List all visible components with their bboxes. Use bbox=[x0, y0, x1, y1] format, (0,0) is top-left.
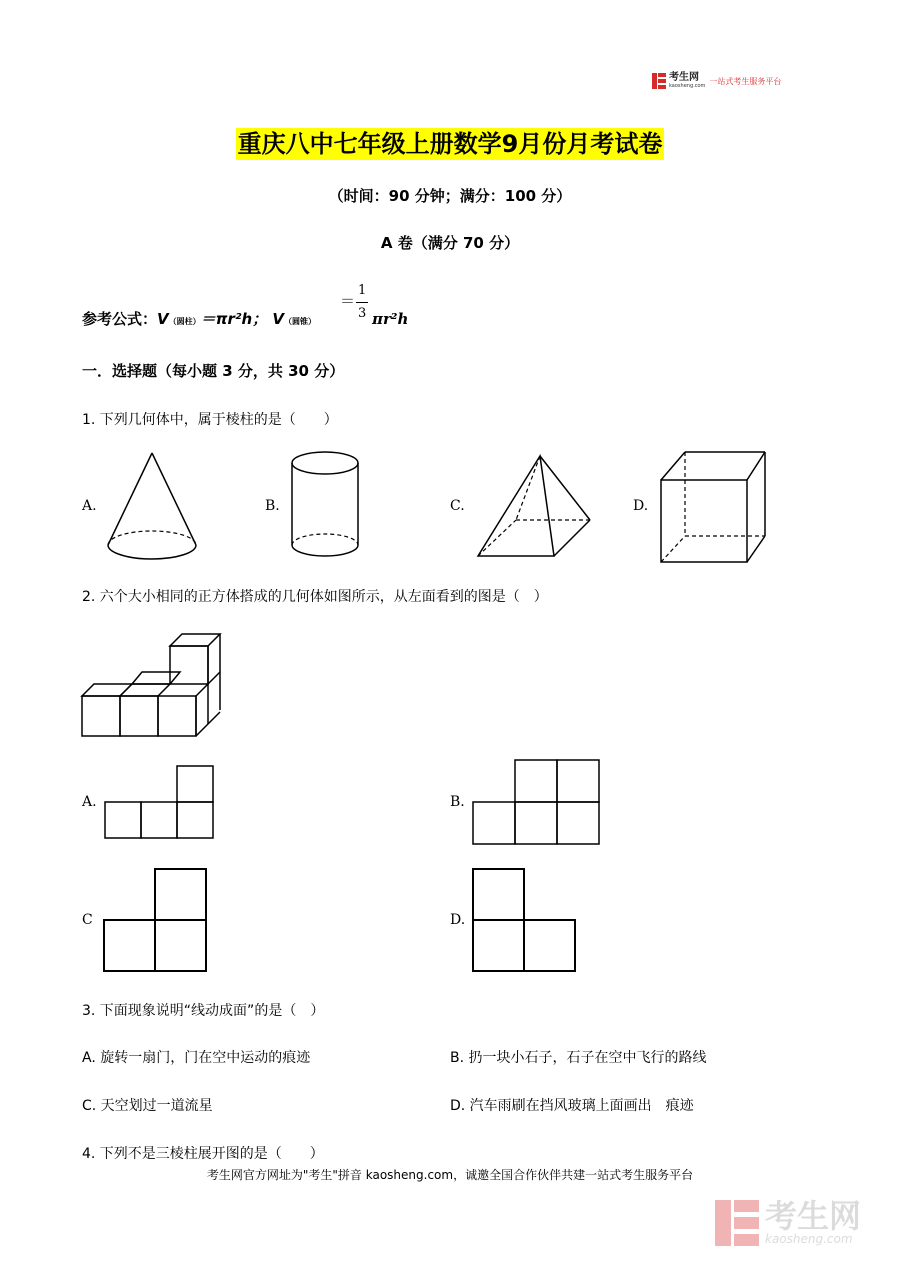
q2-option-d-figure bbox=[472, 868, 578, 974]
formula-v1: V bbox=[157, 310, 169, 328]
cone-figure bbox=[100, 445, 210, 565]
formula-frac-bar bbox=[356, 302, 368, 303]
reference-formula bbox=[82, 308, 316, 329]
formula-frac-num: 1 bbox=[358, 283, 367, 298]
cube-figure bbox=[655, 448, 775, 568]
exam-subtitle: （时间：90 分钟；满分：100 分） bbox=[328, 187, 572, 205]
q1-option-b: B. bbox=[265, 498, 280, 514]
watermark-logo-icon bbox=[715, 1200, 759, 1246]
q3-text: 3. 下面现象说明“线动成面”的是（ ） bbox=[82, 1003, 325, 1019]
watermark bbox=[715, 1197, 862, 1246]
stacked-cubes-figure bbox=[80, 630, 225, 740]
formula-v1-sub: （圆柱） bbox=[168, 317, 201, 326]
formula-frac-den: 3 bbox=[358, 306, 367, 321]
q3-option-d: D. 汽车雨刷在挡风玻璃上面画出 痕迹 bbox=[450, 1098, 694, 1114]
pyramid-figure bbox=[470, 448, 600, 563]
q3-option-a: A. 旋转一扇门，门在空中运动的痕迹 bbox=[82, 1050, 311, 1066]
section-a-heading: A 卷（满分 70 分） bbox=[380, 234, 520, 252]
cylinder-figure bbox=[285, 445, 365, 570]
formula-label: 参考公式： bbox=[82, 310, 158, 328]
exam-title: 重庆八中七年级上册数学9月份月考试卷 bbox=[237, 130, 663, 158]
brand-logo bbox=[652, 73, 781, 89]
brand-logo-icon bbox=[652, 73, 666, 89]
formula-v2-expr: πr²h bbox=[372, 310, 409, 328]
q2-option-c: C bbox=[82, 912, 93, 928]
q1-text: 1. 下列几何体中，属于棱柱的是（ ） bbox=[82, 412, 338, 428]
brand-slogan: 一站式考生服务平台 bbox=[709, 76, 782, 86]
q2-option-d: D. bbox=[450, 912, 466, 928]
q1-option-d: D. bbox=[633, 498, 649, 514]
formula-v2: V bbox=[272, 310, 284, 328]
watermark-url: kaosheng.com bbox=[765, 1232, 853, 1246]
q2-option-a-figure bbox=[104, 764, 216, 840]
q2-option-a: A. bbox=[82, 794, 97, 810]
q2-text: 2. 六个大小相同的正方体搭成的几何体如图所示，从左面看到的图是（ ） bbox=[82, 589, 548, 605]
formula-v1-expr: ＝πr²h； bbox=[200, 310, 268, 328]
q4-text: 4. 下列不是三棱柱展开图的是（ ） bbox=[82, 1146, 324, 1162]
q1-option-a: A. bbox=[82, 498, 97, 514]
brand-url: kaosheng.com bbox=[669, 83, 706, 89]
q1-option-c: C. bbox=[450, 498, 465, 514]
q3-option-c: C. 天空划过一道流星 bbox=[82, 1098, 213, 1114]
section-1-heading: 一．选择题（每小题 3 分，共 30 分） bbox=[82, 362, 345, 380]
formula-eq: ＝ bbox=[340, 292, 356, 310]
q2-option-b: B. bbox=[450, 794, 465, 810]
q3-option-b: B. 扔一块小石子，石子在空中飞行的路线 bbox=[450, 1050, 707, 1066]
watermark-name: 考生网 bbox=[765, 1197, 862, 1235]
exam-title-wrap bbox=[0, 124, 900, 159]
q2-option-c-figure bbox=[103, 868, 209, 974]
q2-option-b-figure bbox=[472, 758, 602, 848]
formula-v2-sub: （圆锥） bbox=[283, 317, 316, 326]
page-footer: 考生网官方网址为"考生"拼音 kaosheng.com，诚邀全国合作伙伴共建一站式考生服务平台 bbox=[206, 1168, 694, 1182]
brand-name: 考生网 bbox=[669, 72, 699, 83]
